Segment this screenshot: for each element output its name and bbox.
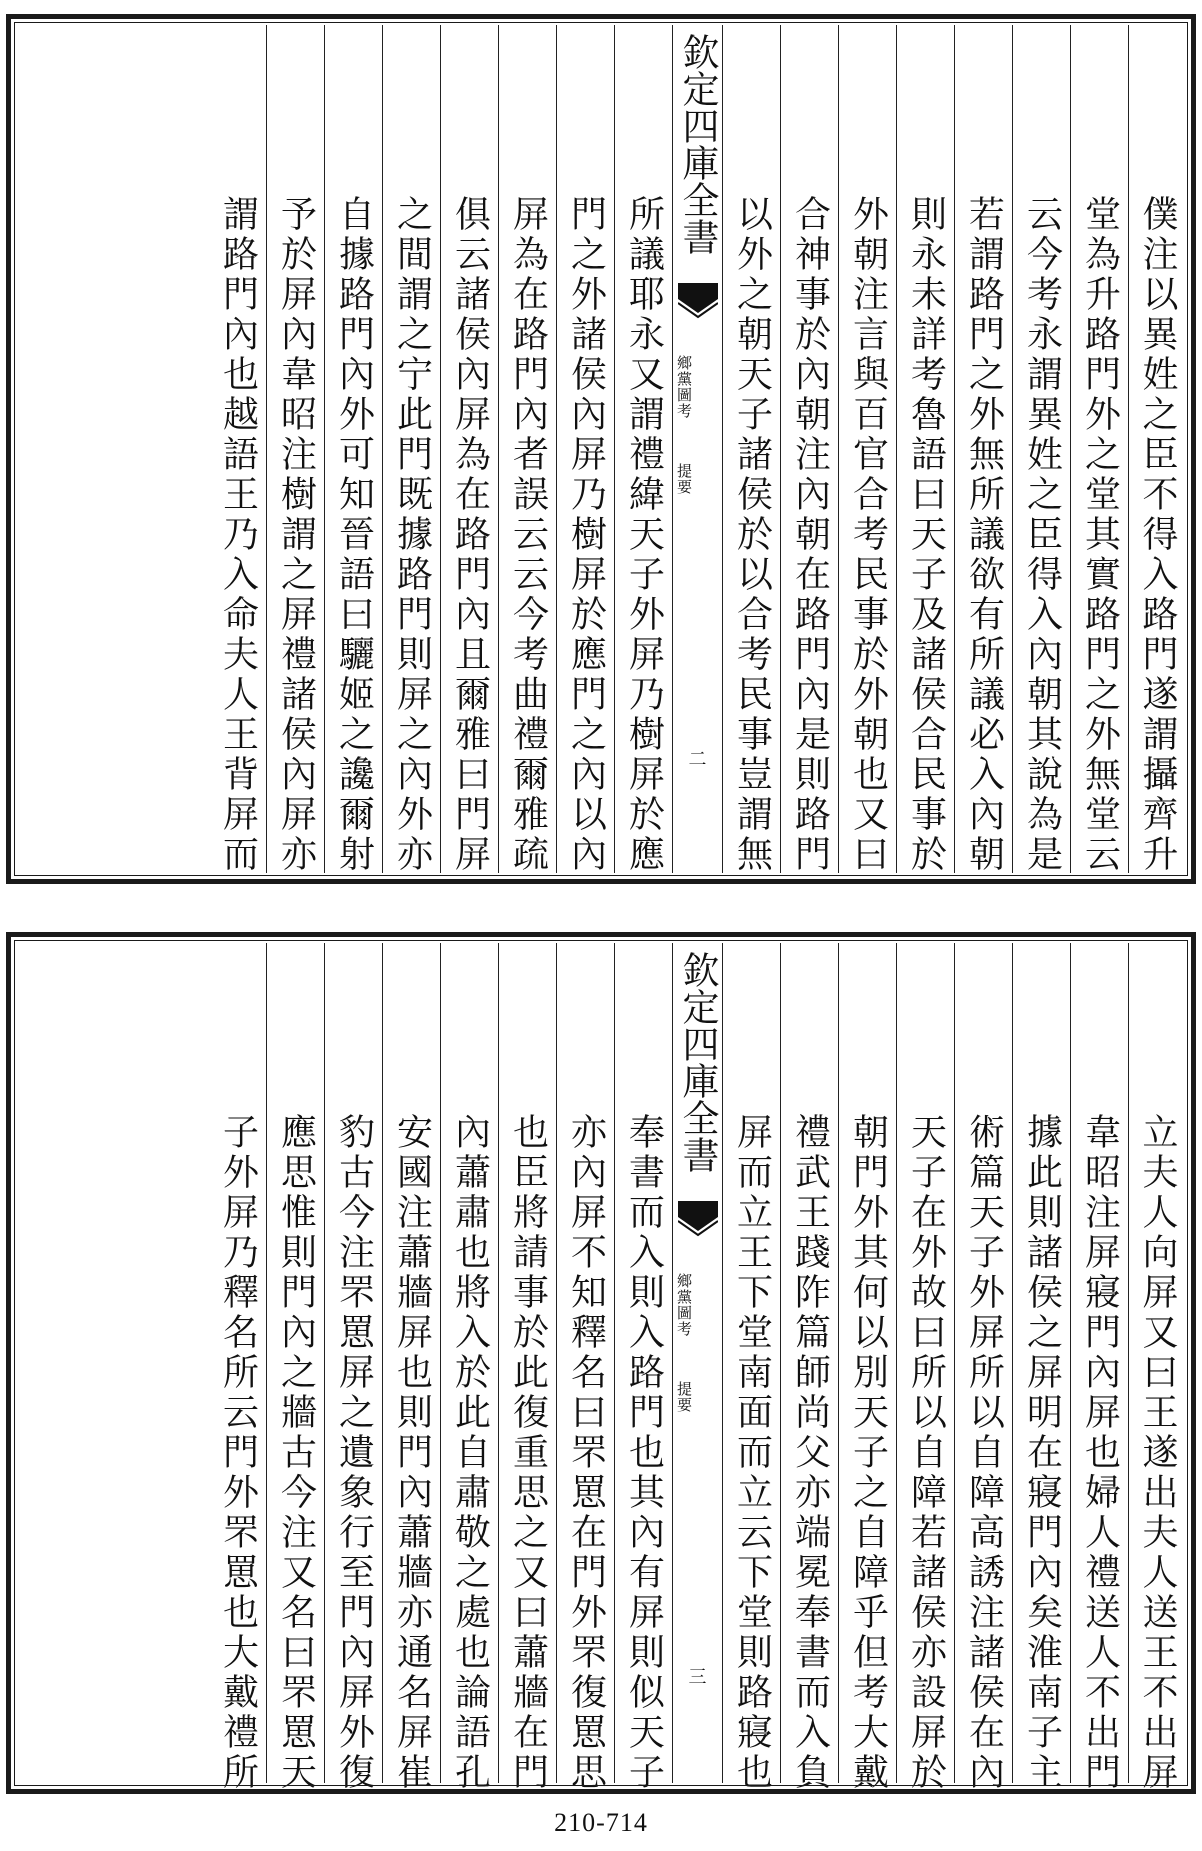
book-subtitle: 提要 [675,1381,693,1413]
text-column: 立夫人向屏又曰王遂出夫人送王不出屏 [1128,943,1185,1783]
book-title-block [675,355,692,495]
text-column: 堂為升路門外之堂其實路門之外無堂云 [1070,25,1128,873]
text-column: 韋昭注屏寢門內屏也婦人禮送人不出門 [1070,943,1128,1783]
book-title-block [675,1273,692,1413]
text-column: 外朝注言與百官合考民事於外朝也又曰 [838,25,896,873]
text-column: 亦內屏不知釋名曰罘罳在門外罘復罳思 [556,943,614,1783]
text-column: 據此則諸侯之屏明在寢門內矣淮南子主 [1012,943,1070,1783]
text-column: 內蕭肅也將入於此自肅敬之處也論語孔 [440,943,498,1783]
text-column: 安國注蕭牆屏也則門內蕭牆亦通名屏崔 [382,943,440,1783]
text-column: 豹古今注罘罳屏之遺象行至門內屏外復 [324,943,382,1783]
collection-title: 欽定四庫全書 [676,951,719,1173]
text-column: 屏為在路門內者誤云云今考曲禮爾雅疏 [498,25,556,873]
text-columns [17,25,1185,873]
text-column: 門之外諸侯內屏乃樹屏於應門之內以內 [556,25,614,873]
folio-number: 二 [688,749,707,770]
text-column: 天子在外故曰所以自障若諸侯亦設屏於 [896,943,954,1783]
text-column: 予於屏內韋昭注樹謂之屏禮諸侯內屏亦 [266,25,324,873]
book-page-top [6,14,1196,884]
text-column: 僕注以異姓之臣不得入路門遂謂攝齊升 [1128,25,1185,873]
book-subtitle: 提要 [675,463,693,495]
text-column: 禮武王踐阼篇師尚父亦端冕奉書而入負 [780,943,838,1783]
text-columns [17,943,1185,1793]
text-column: 所議耶永又謂禮緯天子外屏乃樹屏於應 [614,25,672,873]
book-title: 鄉黨圖考 [675,1273,693,1337]
text-column: 之間謂之宁此門既據路門則屏之內外亦 [382,25,440,873]
text-column: 云今考永謂異姓之臣得入內朝其說為是 [1012,25,1070,873]
folio-number: 三 [688,1667,707,1688]
book-page-bottom [6,932,1196,1794]
text-column: 應思惟則門內之牆古今注又名曰罘罳天 [266,943,324,1783]
text-column: 俱云諸侯內屏為在路門內且爾雅曰門屏 [440,25,498,873]
page-number: 210-714 [554,1808,648,1837]
text-column: 奉書而入則入路門也其內有屏則似天子 [614,943,672,1783]
fishtail-mark-icon [678,1201,718,1245]
center-fold-column [672,943,722,1783]
collection-title: 欽定四庫全書 [676,33,719,255]
center-fold-column [672,25,722,873]
text-column: 則永未詳考魯語曰天子及諸侯合民事於 [896,25,954,873]
fishtail-mark-icon [678,283,718,327]
text-column: 以外之朝天子諸侯於以合考民事豈謂無 [722,25,780,873]
text-column: 也臣將請事於此復重思之又曰蕭牆在門 [498,943,556,1783]
text-column: 術篇天子外屏所以自障高誘注諸侯在內 [954,943,1012,1783]
text-column: 朝門外其何以別天子之自障乎但考大戴 [838,943,896,1783]
book-title: 鄉黨圖考 [675,355,693,419]
text-column: 合神事於內朝注內朝在路門內是則路門 [780,25,838,873]
text-column: 自據路門內外可知晉語曰驪姬之讒爾射 [324,25,382,873]
text-column: 屏而立王下堂南面而立云下堂則路寢也 [722,943,780,1783]
text-column: 若謂路門之外無所議欲有所議必入內朝 [954,25,1012,873]
text-column: 子外屏乃釋名所云門外罘罳也大戴禮所 [217,1113,259,1793]
text-column: 謂路門內也越語王乃入命夫人王背屏而 [217,195,259,875]
